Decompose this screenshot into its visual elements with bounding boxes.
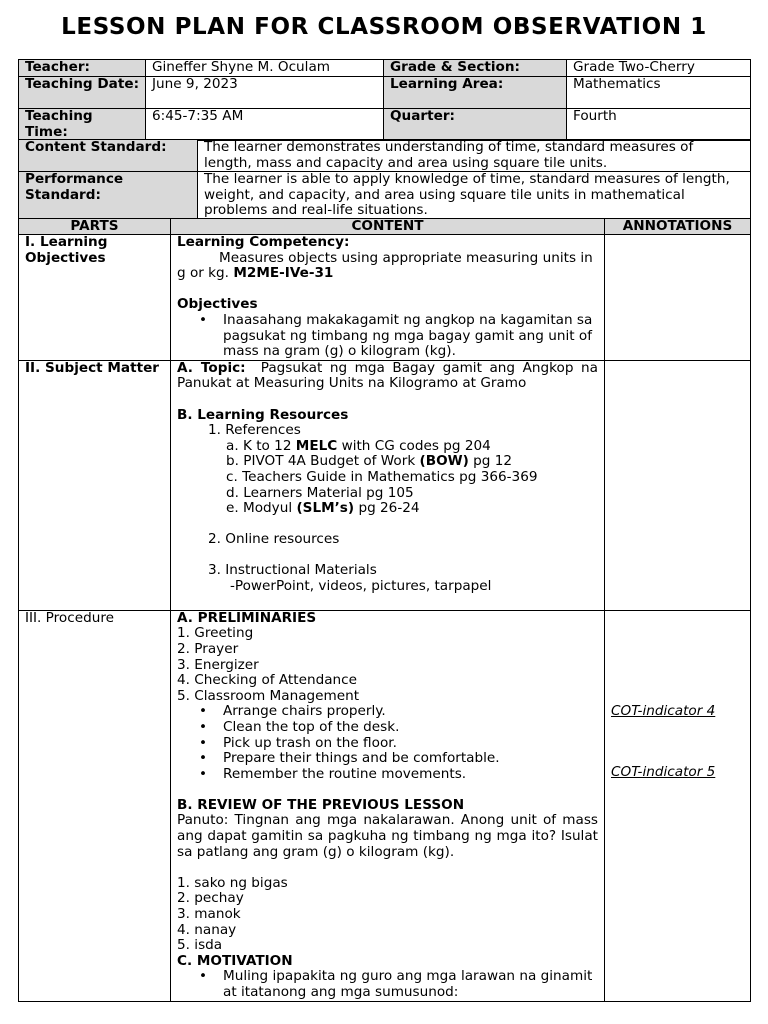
time-value: 6:45-7:35 AM — [146, 109, 384, 141]
grade-label: Grade & Section: — [384, 60, 567, 77]
materials-text: -PowerPoint, videos, pictures, tarpapel — [230, 578, 492, 595]
review-item: 4. nanay — [177, 921, 237, 938]
procedure-annotations — [605, 610, 751, 1001]
topic-label: A. Topic: — [177, 359, 246, 376]
subject-annotation — [605, 360, 751, 610]
topic — [177, 361, 598, 392]
teacher-label: Teacher: — [19, 60, 146, 77]
online-resources: 2. Online resources — [208, 531, 340, 548]
performance-standard-label: Performance Standard: — [19, 172, 198, 220]
content-header: CONTENT — [171, 219, 605, 235]
reference-b: b. PIVOT 4A Budget of Work (BOW) pg 12 — [226, 453, 513, 470]
references-label: 1. References — [208, 422, 301, 439]
preliminaries-item: 4. Checking of Attendance — [177, 672, 357, 689]
cot-indicator-4: COT-indicator 4 — [611, 702, 716, 719]
resources-label: B. Learning Resources — [177, 406, 349, 423]
management-item: • Arrange chairs properly. — [223, 704, 598, 720]
reference-d: d. Learners Material pg 105 — [226, 484, 414, 501]
motivation-label: C. MOTIVATION — [177, 952, 293, 969]
quarter-value: Fourth — [567, 109, 751, 141]
competency-code: M2ME-IVe-31 — [233, 265, 334, 282]
content-standard-label: Content Standard: — [19, 140, 198, 172]
parts-header: PARTS — [19, 219, 171, 235]
teacher-value: Gineffer Shyne M. Oculam — [146, 60, 384, 77]
time-label: Teaching Time: — [19, 109, 146, 141]
motivation-list — [177, 969, 598, 1000]
reference-e: e. Modyul (SLM’s) pg 26-24 — [226, 500, 420, 517]
procedure-part-label: III. Procedure — [19, 610, 171, 1001]
subject-part-label: II. Subject Matter — [19, 360, 171, 610]
performance-standard-text: The learner is able to apply knowledge of time, standard measures of length, weight, and capacity, and area using square tile units in mathematical problems and real-life situations. — [198, 172, 751, 220]
management-item: • Remember the routine movements. — [223, 767, 598, 783]
competency-text: Measures objects using appropriate measuring units in g or kg. M2ME-IVe-31 — [177, 249, 593, 282]
objective-item: • Inaasahang makakagamit ng angkop na kagamitan sa pagsukat ng timbang ng mga bagay gamit ang unit of mass na gram (g) o kilogram (kg). — [223, 313, 598, 360]
objectives-row — [19, 235, 751, 361]
date-value: June 9, 2023 — [146, 77, 384, 109]
area-label: Learning Area: — [384, 77, 567, 109]
objectives-label: Objectives — [177, 296, 258, 313]
preliminaries-label: A. PRELIMINARIES — [177, 609, 317, 626]
motivation-item: • Muling ipapakita ng guro ang mga larawan na ginamit at itatanong ang mga sumusunod: — [223, 969, 598, 1000]
management-item: • Pick up trash on the floor. — [223, 736, 598, 752]
review-instructions: Panuto: Tingnan ang mga nakalarawan. Anong unit of mass ang dapat gamitin sa pagkuha ng timbang ng mga ito? Isulat sa patlang ang gram (g) o kilogram (kg). — [177, 812, 598, 860]
date-label: Teaching Date: — [19, 77, 146, 109]
cot-indicator-5: COT-indicator 5 — [611, 764, 716, 781]
reference-a: a. K to 12 MELC with CG codes pg 204 — [226, 437, 491, 454]
objectives-list — [177, 313, 598, 360]
management-item: • Clean the top of the desk. — [223, 720, 598, 736]
standards-table — [18, 139, 751, 220]
preliminaries-item: 2. Prayer — [177, 640, 239, 657]
subject-row — [19, 360, 751, 610]
management-list — [177, 704, 598, 782]
reference-c: c. Teachers Guide in Mathematics pg 366-369 — [226, 468, 538, 485]
review-item: 5. isda — [177, 937, 223, 954]
review-item: 2. pechay — [177, 890, 244, 907]
annotations-header: ANNOTATIONS — [605, 219, 751, 235]
review-item: 1. sako ng bigas — [177, 874, 288, 891]
materials-label: 3. Instructional Materials — [208, 562, 377, 579]
lesson-main-table — [18, 218, 751, 1002]
area-value: Mathematics — [567, 77, 751, 109]
subject-content — [171, 360, 605, 610]
preliminaries-item: 5. Classroom Management — [177, 687, 360, 704]
topic-text: Pagsukat ng mga Bagay gamit ang Angkop na Panukat at Measuring Units na Kilogramo at Gramo — [177, 359, 598, 392]
quarter-label: Quarter: — [384, 109, 567, 141]
preliminaries-item: 1. Greeting — [177, 625, 254, 642]
lesson-info-table — [18, 59, 751, 141]
content-standard-text: The learner demonstrates understanding of time, standard measures of length, mass and capacity and area using square tile units. — [198, 140, 751, 172]
preliminaries-item: 3. Energizer — [177, 656, 259, 673]
grade-value: Grade Two-Cherry — [567, 60, 751, 77]
procedure-row — [19, 610, 751, 1001]
competency-label: Learning Competency: — [177, 234, 350, 250]
objectives-annotation — [605, 235, 751, 361]
review-label: B. REVIEW OF THE PREVIOUS LESSON — [177, 796, 465, 813]
objectives-part-label: I. Learning Objectives — [19, 235, 171, 361]
objectives-content — [171, 235, 605, 361]
page-title: LESSON PLAN FOR CLASSROOM OBSERVATION 1 — [61, 14, 707, 40]
review-item: 3. manok — [177, 906, 241, 923]
procedure-content — [171, 610, 605, 1001]
management-item: • Prepare their things and be comfortable. — [223, 751, 598, 767]
